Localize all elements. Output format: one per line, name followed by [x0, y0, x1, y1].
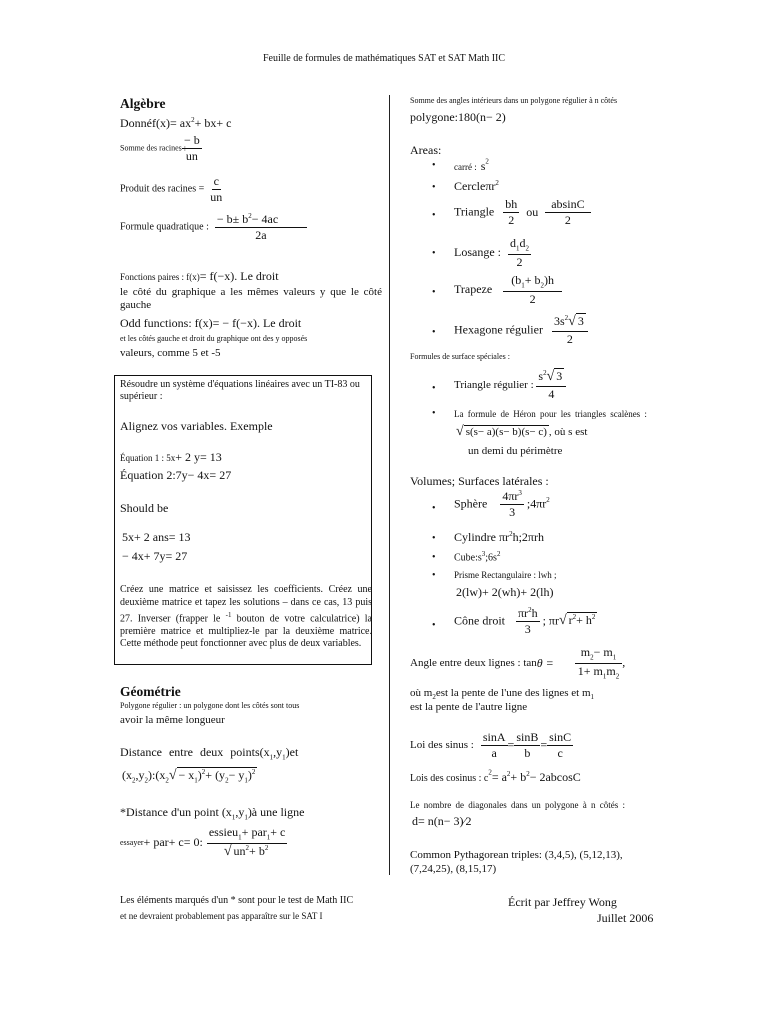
- quadratic-formula: Formule quadratique : $\frac{- b\pm b^2- 4ac}{2a}$: [120, 213, 307, 241]
- bullet-icon: •: [432, 620, 436, 631]
- bullet-icon: •: [432, 552, 436, 563]
- point-line-label: *Distance d'un point $(x_1,y_1)à$ une ligne: [120, 805, 305, 822]
- area-trapezoid: Trapeze $\frac{(b_1+ b_2)h}{2}$: [454, 274, 562, 305]
- special-area-heading: Formules de surface spéciales :: [410, 352, 510, 361]
- area-hexagon: Hexagone régulier $\frac{3s^2√ 3}{2}$: [454, 315, 588, 345]
- ti83-intro: Résoudre un système d'équations linéaires avec un TI-83 ou supérieur :: [120, 379, 360, 402]
- system-row-2: − 4x+ 7y= 27: [122, 549, 188, 563]
- prism-surface: 2(lw)+ 2(wh)+ 2(lh): [456, 585, 554, 599]
- interior-angles-formula: polygone:180(n− 2): [410, 110, 506, 124]
- volume-cylinder: Cylindre $\pi r^2h;2\pi rh$: [454, 530, 544, 544]
- bullet-icon: •: [432, 287, 436, 298]
- volumes-heading: Volumes; Surfaces latérales :: [410, 474, 549, 488]
- angle-where-2: est la pente de l'autre ligne: [410, 701, 528, 713]
- equation-2: Équation 2:7y− 4x= 27: [120, 468, 232, 482]
- area-square: carré : $s^2$: [454, 157, 489, 173]
- column-divider: [389, 95, 390, 875]
- volume-sphere: Sphère $\frac{4\pi r^3}{3}$ $;4\pi r^2$: [454, 489, 550, 519]
- bullet-icon: •: [432, 570, 436, 581]
- product-of-roots: Produit des racines = $\frac{c}{un}$: [120, 174, 223, 204]
- algebra-heading: Algèbre: [120, 96, 166, 111]
- volume-prism: Prisme Rectangulaire : lwh ;: [454, 570, 557, 580]
- bullet-icon: •: [432, 503, 436, 514]
- regular-polygon-def-2: avoir la même longueur: [120, 714, 225, 726]
- ti83-instructions: Créez une matrice et saisissez les coefficients. Créez une deuxième matrice et tapez les solutions – dans ce cas, 13 puis 27. Inverser (frapper le $^{-1}$ bouton de votre calculatrice) la première matrice et multipliez-le par la deuxième matrice. Cette méthode peut fonctionner avec plus de deux variables.: [120, 584, 372, 650]
- law-of-cosines: Lois des cosinus : $c^2= a^2+ b^2- 2abcosC$: [410, 768, 581, 784]
- bullet-icon: •: [432, 408, 436, 419]
- heron-formula: √ s(s− a)(s− b)(s− c) , où s est: [456, 424, 588, 439]
- geometry-heading: Géométrie: [120, 684, 181, 699]
- sum-of-roots: Somme des racines : $\frac{- b}{un}$: [120, 133, 200, 163]
- bullet-icon: •: [432, 160, 436, 171]
- given-function: Donnéf(x)= $ax^2+ bx+ c$: [120, 116, 232, 130]
- point-line-formula: essayer+ par+ c= 0: $\frac{essieu_1+ par_1+ c}{√ un^2+ b^2}$: [120, 825, 286, 859]
- even-functions-desc: le côté du graphique a les mêmes valeurs y que le côté gauche: [120, 286, 382, 311]
- odd-functions-desc: valeurs, comme 5 et -5: [120, 347, 221, 359]
- diagonals-label: Le nombre de diagonales dans un polygone à n côtés :: [410, 800, 625, 810]
- regular-polygon-def: Polygone régulier : un polygone dont les côtés sont tous: [120, 701, 300, 710]
- bullet-icon: •: [432, 182, 436, 193]
- author: Écrit par Jeffrey Wong: [508, 895, 617, 909]
- equation-1: Équation 1 : 5x+ 2 y= 13: [120, 450, 222, 464]
- even-functions: Fonctions paires : f(x)= f(−x). Le droit: [120, 269, 279, 283]
- volume-cube: $Cube:s^3;6s^2$: [454, 550, 501, 564]
- ti83-align: Alignez vos variables. Exemple: [120, 419, 273, 433]
- area-circle: Cercleπr$^2$: [454, 179, 499, 193]
- bullet-icon: •: [432, 533, 436, 544]
- areas-heading: Areas:: [410, 143, 442, 157]
- volume-cone: Cône droit $\frac{\pi r^2h}{3}$ ; πr√ $r^2+ h^2$: [454, 606, 596, 636]
- bullet-icon: •: [432, 383, 436, 394]
- footnote-line-2: et ne devraient probablement pas apparaître sur le SAT I: [120, 911, 323, 921]
- angle-where-1: où $m_2est$ la pente de l'une des lignes et $m_1$: [410, 687, 595, 702]
- should-be: Should be: [120, 501, 169, 515]
- odd-functions-small: et les côtés gauche et droit du graphique ont des y opposés: [120, 334, 308, 343]
- distance-formula: $(x_2,y_2):(x_2√ - x_1)^2+ (y_2- y_1)^2$: [122, 768, 256, 785]
- pythagorean-triples: Common Pythagorean triples: (3,4,5), (5,12,13), (7,24,25), (8,15,17): [410, 849, 623, 875]
- bullet-icon: •: [432, 248, 436, 259]
- heron-desc: un demi du périmètre: [468, 445, 563, 457]
- area-triangle: Triangle $\frac{bh}{2}$ ou $\frac{absinC}{2}$: [454, 198, 591, 226]
- diagonals-formula: d= n(n− 3)⁄2: [412, 814, 472, 828]
- law-of-sines: Loi des sinus : $\frac{\sin A}{a}$ = $\frac{\sin B}{b}$ = $\frac{\sin C}{c}$: [410, 730, 572, 760]
- bullet-icon: •: [432, 327, 436, 338]
- distance-label: Distance entre deux $points(x_1,y_1)et$: [120, 745, 299, 762]
- bullet-icon: •: [432, 210, 436, 221]
- system-row-1: 5x+ 2 ans= 13: [122, 530, 191, 544]
- date: Juillet 2006: [597, 911, 654, 925]
- angle-between-lines: Angle entre deux lignes : tanθ = $\frac{m_2- m_1}{1+ m_1m_2}$ ,: [410, 645, 626, 681]
- interior-angles-label: Somme des angles intérieurs dans un polygone régulier à n côtés: [410, 96, 618, 105]
- footnote-line-1: Les éléments marqués d'un * sont pour le test de Math IIC: [120, 895, 354, 906]
- area-rhombus: Losange : $\frac{d_1d_2}{2}$: [454, 236, 529, 269]
- odd-functions: Odd functions: f(x)= − f(−x). Le droit: [120, 316, 302, 330]
- page-title: Feuille de formules de mathématiques SAT et SAT Math IIC: [262, 53, 506, 64]
- area-regular-triangle: Triangle régulier : $\frac{s^2√ 3}{4}$: [454, 370, 566, 400]
- heron-label: La formule de Héron pour les triangles scalènes :: [454, 409, 647, 419]
